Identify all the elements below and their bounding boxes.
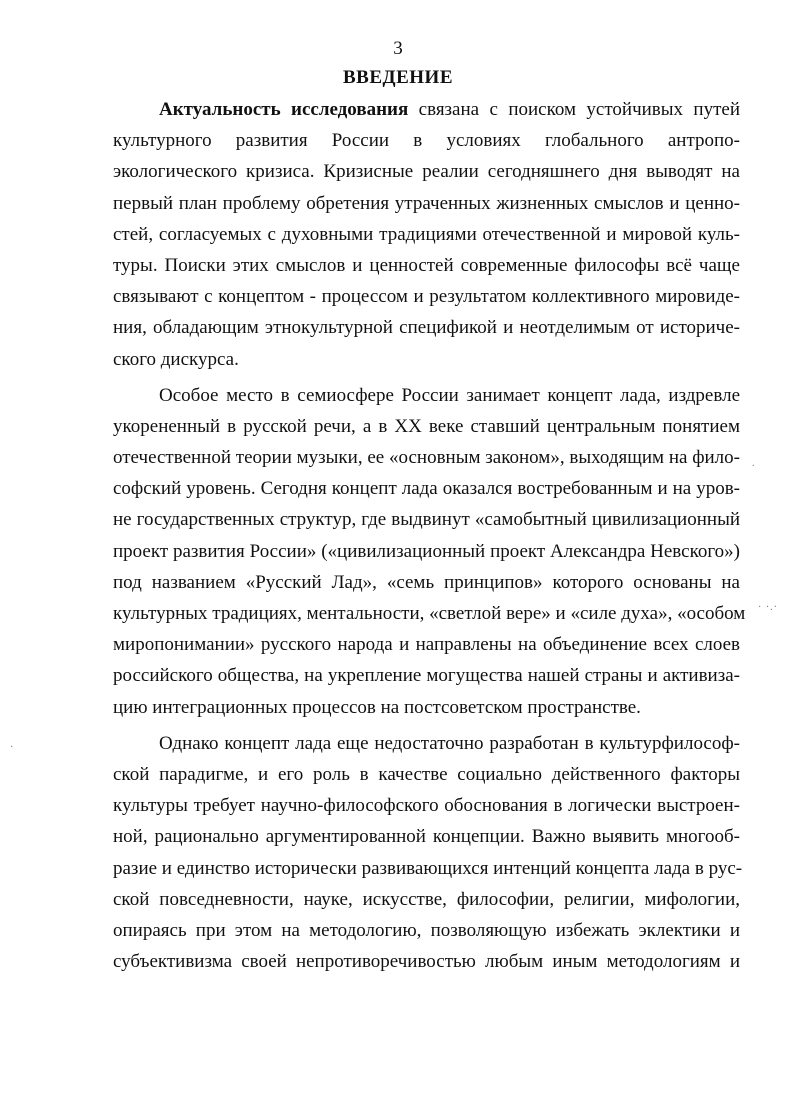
text-line: укорененный в русской речи, а в XX веке ставший центральным понятием [113,415,740,437]
bold-lead-phrase: Актуальность исследования [159,99,409,120]
text-line: отечественной теории музыки, ее «основным законом», выходящим на фило- [113,447,740,469]
paragraph-2 [113,380,746,723]
text-line: разие и единство исторически развивающихся интенций концепта лада в рус- [113,857,743,879]
text-line: под названием «Русский Лад», «семь принципов» которого основаны на [113,571,740,593]
text-line: ского дискурса. [113,348,239,370]
text-line: субъективизма своей непротиворечивостью любым иным методологиям и [113,951,740,973]
text-line: культуры требует научно-философского обоснования в логически выстроен- [113,795,740,817]
text-line-content: связана с поиском устойчивых путей [408,99,740,120]
paragraph-3 [113,728,743,978]
scan-speck: · ·.· [758,602,778,613]
text-line: стей, согласуемых с духовными традициями отечественной и мировой куль- [113,223,740,245]
text-line: первый план проблему обретения утраченных жизненных смыслов и ценно- [113,192,740,214]
text-line: миропонимании» русского народа и направлены на объединение всех слоев [113,634,740,656]
text-line: ной, рационально аргументированной концепции. Важно выявить многооб- [113,826,740,848]
text-line: софский уровень. Сегодня концепт лада оказался востребованным и на уров- [113,478,740,500]
text-line: опираясь при этом на методологию, позволяющую избежать эклектики и [113,919,740,941]
text-line: Однако концепт лада еще недостаточно разработан в культурфилософ- [159,732,740,754]
paragraph-1 [113,94,740,375]
text-line: культурных традициях, ментальности, «светлой вере» и «силе духа», «особом [113,603,746,624]
text-line: ния, обладающим этнокультурной спецификой и неотделимым от историче- [113,317,740,339]
text-line: связывают с концептом - процессом и результатом коллективного мировиде- [113,286,740,308]
scan-speck: . [752,458,756,469]
page-number: 3 [393,38,403,59]
text-line: экологического кризиса. Кризисные реалии сегодняшнего дня выводят на [113,161,740,183]
body-text [113,94,746,977]
section-heading: ВВЕДЕНИЕ [343,67,453,88]
text-line: российского общества, на укрепление могущества нашей страны и активиза- [113,665,740,687]
text-line: не государственных структур, где выдвинут «самобытный цивилизационный [113,509,740,531]
scan-speck: · [10,742,15,753]
text-line [113,94,740,125]
text-line: цию интеграционных процессов на постсоветском пространстве. [113,696,641,718]
text-line: туры. Поиски этих смыслов и ценностей современные философы всё чаще [113,254,740,276]
text-line: проект развития России» («цивилизационный проект Александра Невского») [113,540,740,562]
text-line: ской повседневности, науке, искусстве, философии, религии, мифологии, [113,888,740,910]
text-line: культурного развития России в условиях глобального антропо- [113,130,740,152]
text-line: ской парадигме, и его роль в качестве социально действенного факторы [113,763,740,785]
text-line: Особое место в семиосфере России занимает концепт лада, издревле [159,384,740,406]
